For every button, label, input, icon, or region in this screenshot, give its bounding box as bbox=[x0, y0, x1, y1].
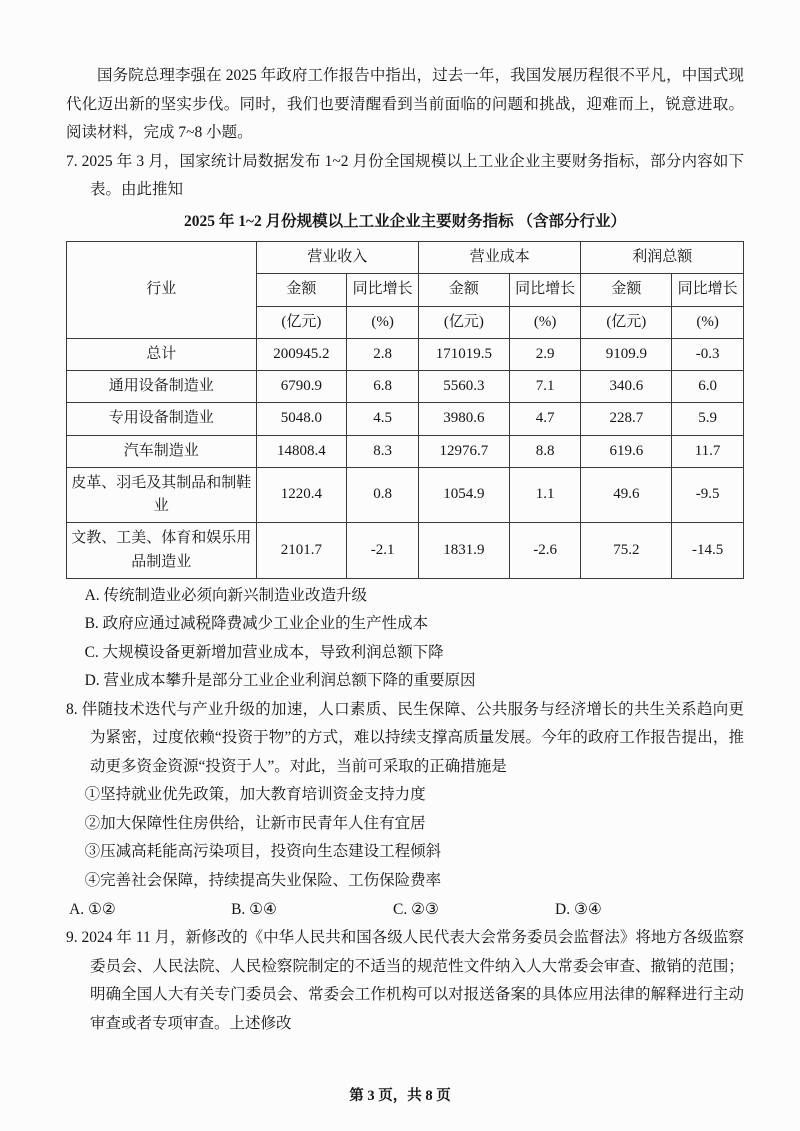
option-c: C. 大规模设备更新增加营业成本，导致利润总额下降 bbox=[84, 643, 444, 661]
col-group-cost: 营业成本 bbox=[419, 242, 581, 274]
unit-percent: (%) bbox=[672, 306, 744, 338]
value-cell: 6.8 bbox=[347, 371, 419, 403]
unit-amount: (亿元) bbox=[256, 306, 347, 338]
industry-cell: 皮革、羽毛及其制品和制鞋业 bbox=[67, 467, 257, 523]
question-9 bbox=[66, 924, 744, 1038]
unit-amount: (亿元) bbox=[581, 306, 672, 338]
value-cell: 2.9 bbox=[509, 338, 581, 370]
financial-table bbox=[66, 241, 744, 579]
col-group-revenue: 营业收入 bbox=[256, 242, 418, 274]
statement-2: ②加大保障性住房供给，让新市民青年人住有宜居 bbox=[84, 814, 426, 832]
value-cell: 4.5 bbox=[347, 403, 419, 435]
value-cell: 14808.4 bbox=[256, 435, 347, 467]
value-cell: 200945.2 bbox=[256, 338, 347, 370]
value-cell: 3980.6 bbox=[419, 403, 510, 435]
question-9-stem: 9. 2024 年 11 月，新修改的《中华人民共和国各级人民代表大会常务委员会监督法》将地方各级监察委员会、人民法院、人民检察院制定的不适当的规范性文件纳入人大常委会审查、撤销的范围；明确全国人大有关专门委员会、常委会工作机构可以对报送备案的具体应用法律的解释进行主动审查或者专项审查。上述修改 bbox=[66, 929, 744, 1032]
value-cell: -0.3 bbox=[672, 338, 744, 370]
industry-cell: 文教、工美、体育和娱乐用品制造业 bbox=[67, 523, 257, 579]
unit-percent: (%) bbox=[509, 306, 581, 338]
value-cell: 9109.9 bbox=[581, 338, 672, 370]
value-cell: 6790.9 bbox=[256, 371, 347, 403]
question-7-options bbox=[66, 582, 744, 696]
table-row bbox=[67, 523, 744, 579]
industry-cell: 总计 bbox=[67, 338, 257, 370]
statement-3: ③压减高耗能高污染项目，投资向生态建设工程倾斜 bbox=[84, 843, 442, 861]
table-row bbox=[67, 338, 744, 370]
table-row bbox=[67, 371, 744, 403]
intro-paragraph: 国务院总理李强在 2025 年政府工作报告中指出，过去一年，我国发展历程很不平凡，中国式现代化迈出新的坚实步伐。同时，我们也要清醒看到当前面临的问题和挑战，迎难而上，锐意进取。阅读材料，完成 7~8 小题。 bbox=[66, 67, 744, 142]
option-a: A. 传统制造业必须向新兴制造业改造升级 bbox=[84, 586, 368, 604]
col-header-amount: 金额 bbox=[256, 274, 347, 306]
option-d: D. 营业成本攀升是部分工业企业利润总额下降的重要原因 bbox=[84, 672, 476, 690]
financial-table-body bbox=[67, 338, 744, 578]
col-header-amount: 金额 bbox=[581, 274, 672, 306]
value-cell: 1220.4 bbox=[256, 467, 347, 523]
value-cell: 1054.9 bbox=[419, 467, 510, 523]
statement-4: ④完善社会保障，持续提高失业保险、工伤保险费率 bbox=[84, 872, 442, 889]
value-cell: 7.1 bbox=[509, 371, 581, 403]
value-cell: 5560.3 bbox=[419, 371, 510, 403]
value-cell: 1831.9 bbox=[419, 523, 510, 579]
question-7 bbox=[66, 148, 744, 696]
unit-amount: (亿元) bbox=[419, 306, 510, 338]
unit-percent: (%) bbox=[347, 306, 419, 338]
value-cell: 0.8 bbox=[347, 467, 419, 523]
value-cell: 8.8 bbox=[509, 435, 581, 467]
answer-a: A. ①② bbox=[69, 900, 116, 918]
value-cell: -9.5 bbox=[672, 467, 744, 523]
question-8-stem: 8. 伴随技术迭代与产业升级的加速，人口素质、民生保障、公共服务与经济增长的共生关系趋向更为紧密，过度依赖“投资于物”的方式，难以持续支撑高质量发展。今年的政府工作报告提出，推动更多资金资源“投资于人”。对此，当前可采取的正确措施是 bbox=[66, 700, 744, 775]
value-cell: 49.6 bbox=[581, 467, 672, 523]
answer-d: D. ③④ bbox=[555, 900, 602, 918]
value-cell: 228.7 bbox=[581, 403, 672, 435]
value-cell: 8.3 bbox=[347, 435, 419, 467]
table-title: 2025 年 1~2 月份规模以上工业企业主要财务指标 （含部分行业） bbox=[183, 212, 627, 230]
industry-cell: 专用设备制造业 bbox=[67, 403, 257, 435]
value-cell: 75.2 bbox=[581, 523, 672, 579]
industry-cell: 通用设备制造业 bbox=[67, 371, 257, 403]
value-cell: -14.5 bbox=[672, 523, 744, 579]
table-row bbox=[67, 467, 744, 523]
value-cell: 6.0 bbox=[672, 371, 744, 403]
page-number: 第 3 页，共 8 页 bbox=[349, 1088, 451, 1104]
col-header-growth: 同比增长 bbox=[672, 274, 744, 306]
value-cell: 5048.0 bbox=[256, 403, 347, 435]
value-cell: 619.6 bbox=[581, 435, 672, 467]
answer-b: B. ①④ bbox=[231, 900, 277, 918]
table-row bbox=[67, 403, 744, 435]
option-b: B. 政府应通过减税降费减少工业企业的生产性成本 bbox=[84, 615, 429, 633]
value-cell: 4.7 bbox=[509, 403, 581, 435]
question-8-answers bbox=[69, 896, 744, 925]
value-cell: -2.6 bbox=[509, 523, 581, 579]
answer-c: C. ②③ bbox=[393, 900, 439, 918]
col-header-industry: 行业 bbox=[67, 242, 257, 339]
col-header-amount: 金额 bbox=[419, 274, 510, 306]
col-header-growth: 同比增长 bbox=[347, 274, 419, 306]
industry-cell: 汽车制造业 bbox=[67, 435, 257, 467]
col-group-profit: 利润总额 bbox=[581, 242, 744, 274]
col-header-growth: 同比增长 bbox=[509, 274, 581, 306]
value-cell: 11.7 bbox=[672, 435, 744, 467]
question-7-stem: 7. 2025 年 3 月，国家统计局数据发布 1~2 月份全国规模以上工业企业主要财务指标，部分内容如下表。由此推知 bbox=[66, 152, 744, 199]
value-cell: 171019.5 bbox=[419, 338, 510, 370]
value-cell: 2.8 bbox=[347, 338, 419, 370]
value-cell: -2.1 bbox=[347, 523, 419, 579]
table-row bbox=[67, 435, 744, 467]
value-cell: 1.1 bbox=[509, 467, 581, 523]
value-cell: 5.9 bbox=[672, 403, 744, 435]
page-footer bbox=[0, 1084, 800, 1105]
statement-1: ①坚持就业优先政策，加大教育培训资金支持力度 bbox=[84, 786, 426, 804]
value-cell: 2101.7 bbox=[256, 523, 347, 579]
question-8 bbox=[66, 696, 744, 924]
value-cell: 340.6 bbox=[581, 371, 672, 403]
table-header-row-groups bbox=[67, 242, 744, 274]
value-cell: 12976.7 bbox=[419, 435, 510, 467]
